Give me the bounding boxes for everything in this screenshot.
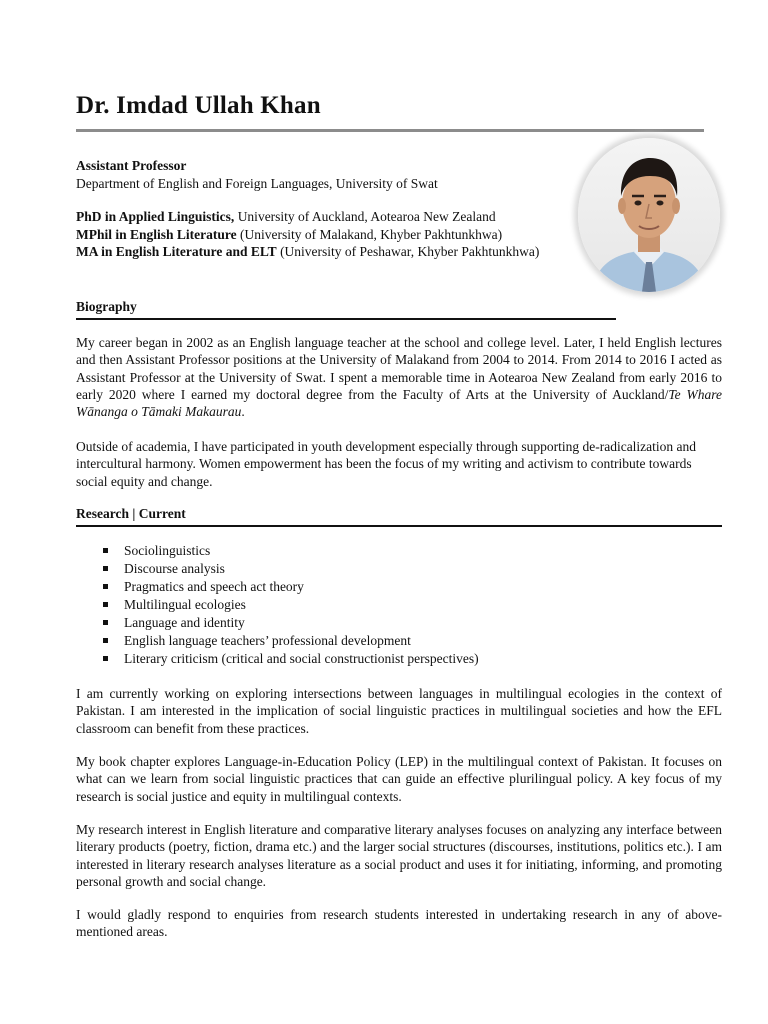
research-divider [76, 525, 722, 527]
biography-paragraph-2: Outside of academia, I have participated in youth development especially through supporting de-radicalization and intercultural harmony. Women empowerment has been the focus of my writing and activism to contribute towards social equity and change. [76, 439, 697, 489]
title-divider [76, 129, 704, 132]
profile-block [76, 157, 546, 261]
degree-mphil [76, 226, 546, 244]
page-title: Dr. Imdad Ullah Khan [76, 92, 321, 119]
research-heading-separator: | [129, 506, 139, 521]
list-item: English language teachers’ professional development [76, 632, 479, 650]
research-paragraph-3: My research interest in English literature and comparative literary analyses focuses on analyzing any interface between literary products (poetry, fiction, drama etc.) and the larger social structures (discourses, institutions, politics etc.). I am interested in literary research analyses literature as a social product and uses it for initiating, informing, and promoting personal growth and social change. [76, 822, 722, 889]
research-heading-text: Research [76, 506, 129, 521]
list-item: Discourse analysis [76, 560, 479, 578]
degree-phd-title: PhD in Applied Linguistics, [76, 209, 235, 224]
position-title: Assistant Professor [76, 158, 187, 173]
list-item: Literary criticism (critical and social constructionist perspectives) [76, 650, 479, 668]
degree-ma-detail: (University of Peshawar, Khyber Pakhtunkhwa) [276, 244, 540, 259]
research-subheading: Current [138, 506, 186, 521]
portrait-image [578, 138, 720, 292]
degree-phd [76, 208, 546, 226]
research-interests-list [76, 542, 479, 668]
department-line: Department of English and Foreign Languages, University of Swat [76, 175, 438, 191]
biography-heading-text: Biography [76, 299, 137, 314]
list-item: Language and identity [76, 614, 479, 632]
university-maori-name: Te Whare Wānanga o Tāmaki Makaurau [76, 386, 722, 420]
list-item: Sociolinguistics [76, 542, 479, 560]
biography-paragraph-1-text: My career began in 2002 as an English language teacher at the school and college level. Later, I held English lectures and then Assistant Professor positions at the University of Malakand from 2004 to 2014. From 2014 to 2016 I acted as Assistant Professor at the University of Swat. I spent a memorable time in Aotearoa New Zealand from early 2016 to early 2020 where I earned my doctoral degree from the Faculty of Arts at the University of Auckland/ [76, 335, 722, 402]
degree-phd-detail: University of Auckland, Aotearoa New Zealand [234, 209, 496, 224]
biography-paragraph-1 [76, 334, 722, 420]
degree-mphil-title: MPhil in English Literature [76, 226, 237, 242]
degree-mphil-detail: (University of Malakand, Khyber Pakhtunkhwa) [236, 226, 503, 242]
research-heading [76, 506, 186, 522]
list-item: Pragmatics and speech act theory [76, 578, 479, 596]
biography-heading [76, 299, 137, 315]
biography-paragraph-1-end: . [241, 404, 245, 420]
research-paragraph-2: My book chapter explores Language-in-Education Policy (LEP) in the multilingual context of Pakistan. It focuses on what can we learn from social linguistic practices that can guide an effective plurilingual policy. A key focus of my research is social justice and equity in multilingual contexts. [76, 754, 722, 804]
profile-photo [578, 138, 720, 292]
list-item: Multilingual ecologies [76, 596, 479, 614]
research-paragraph-4: I would gladly respond to enquiries from research students interested in undertaking research in any of above-mentioned areas. [76, 907, 722, 940]
research-paragraph-1: I am currently working on exploring intersections between languages in multilingual ecologies in the context of Pakistan. I am interested in the implication of social linguistic practices in multilingual societies and how the EFL classroom can benefit from these practices. [76, 686, 722, 736]
degree-ma-title: MA in English Literature and ELT [76, 244, 277, 259]
biography-divider [76, 318, 616, 320]
degree-ma [76, 243, 546, 261]
